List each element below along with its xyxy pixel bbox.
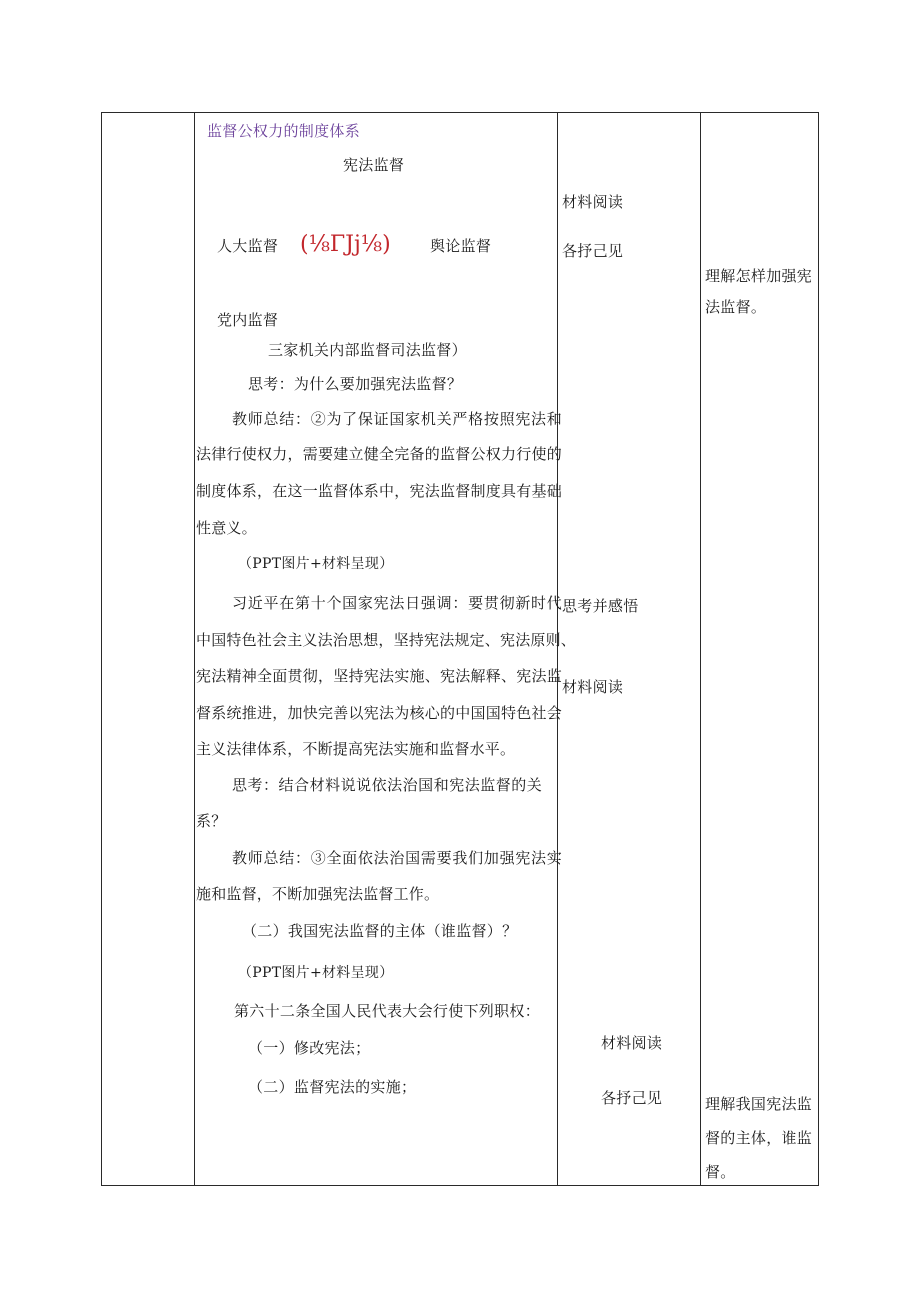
student-activity: 各抒己见 [601,1089,663,1107]
teacher-summary-2-cont: 施和监督，不断加强宪法监督工作。 [196,885,440,903]
think-question-2: 思考：结合材料说说依法治国和宪法监督的关 [232,776,542,794]
student-activity: 各抒己见 [562,242,624,260]
teacher-summary-2: 教师总结：③全面依法治国需要我们加强宪法实 [232,849,562,867]
quote-line: 宪法精神全面贯彻，坚持宪法实施、宪法解释、宪法监 [196,667,562,685]
student-activity: 思考并感悟 [562,597,639,615]
section-heading-2: （二）我国宪法监督的主体（谁监督）？ [242,922,518,940]
think-question-1: 思考：为什么要加强宪法监督？ [248,375,463,393]
teacher-summary-line: 性意义。 [196,519,257,537]
design-intent-line: 法监督。 [705,298,767,316]
diagram-center-node: (⅛ΓJj⅛) [300,232,391,257]
quote-line: 中国特色社会主义法治思想，坚持宪法规定、宪法原则、 [196,631,577,649]
diagram-left-node: 人大监督 [217,237,279,255]
design-intent-line: 理解怎样加强宪 [705,267,813,285]
quote-line: 督系统推进，加快完善以宪法为核心的中国国特色社会 [196,704,562,722]
diagram-title: 监督公权力的制度体系 [207,122,361,140]
design-intent-line: 督的主体，谁监 [705,1129,813,1147]
diagram-bottom-left-node: 党内监督 [217,311,279,329]
quote-line: 习近平在第十个国家宪法日强调：要贯彻新时代 [232,594,562,612]
teacher-summary-line: 教师总结：②为了保证国家机关严格按照宪法和 [232,410,562,428]
article-item-2: （二）监督宪法的实施； [248,1078,417,1096]
student-activity: 材料阅读 [562,193,624,211]
student-activity: 材料阅读 [562,678,624,696]
ppt-note-1: （PPT图片+材料呈现） [238,556,394,572]
ppt-note-2: （PPT图片+材料呈现） [238,965,394,981]
diagram-right-node: 舆论监督 [430,237,492,255]
design-intent-line: 理解我国宪法监 [705,1095,813,1113]
article-62: 第六十二条全国人民代表大会行使下列职权： [234,1002,541,1020]
design-intent-line: 督。 [705,1163,736,1181]
diagram-bottom-node: 三家机关内部监督司法监督） [268,341,467,359]
student-activity: 材料阅读 [601,1034,663,1052]
diagram-top-node: 宪法监督 [343,156,405,174]
column-divider [700,112,701,1186]
teacher-summary-line: 法律行使权力，需要建立健全完备的监督公权力行使的 [196,445,562,463]
column-divider [194,112,195,1186]
teacher-summary-line: 制度体系，在这一监督体系中，宪法监督制度具有基础 [196,482,562,500]
article-item-1: （一）修改宪法； [248,1039,371,1057]
quote-line: 主义法律体系，不断提高宪法实施和监督水平。 [196,740,516,758]
think-question-2-cont: 系？ [196,812,227,830]
